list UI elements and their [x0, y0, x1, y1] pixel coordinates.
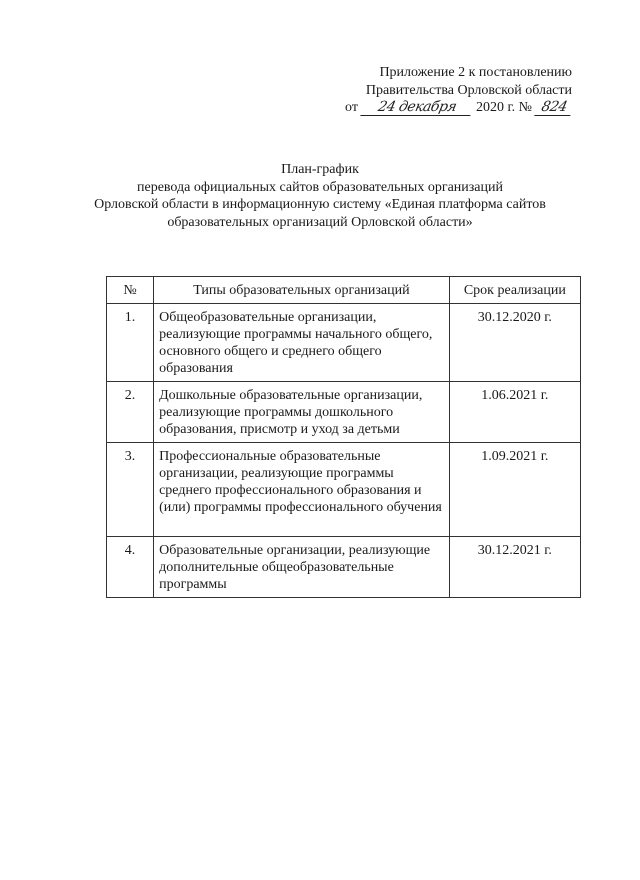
row-org-type: Общеобразовательные организации, реализующие программы начального общего, основного общего и среднего общего образования [154, 304, 450, 382]
row-number: 4. [107, 537, 154, 598]
row-deadline: 30.12.2021 г. [449, 537, 580, 598]
table-row [107, 537, 581, 598]
row-deadline: 1.09.2021 г. [449, 443, 580, 537]
table-row [107, 443, 581, 537]
title-line-3: Орловской области в информационную систему «Единая платформа сайтов [94, 197, 546, 212]
header-org-types: Типы образовательных организаций [154, 277, 450, 304]
row-org-type: Профессиональные образовательные организации, реализующие программы среднего профессионального образования и (или) программы профессионального обучения [154, 443, 450, 537]
table-row [107, 304, 581, 382]
table-header-row [107, 277, 581, 304]
title-line-1: План-график [281, 162, 359, 177]
row-org-type: Образовательные организации, реализующие дополнительные общеобразовательные программы [154, 537, 450, 598]
appendix-header [345, 64, 572, 117]
row-org-type: Дошкольные образовательные организации, реализующие программы дошкольного образования, присмотр и уход за детьми [154, 382, 450, 443]
schedule-table [106, 276, 581, 598]
appendix-date-prefix: от [345, 100, 358, 115]
document-title [0, 161, 640, 231]
row-deadline: 1.06.2021 г. [449, 382, 580, 443]
title-line-2: перевода официальных сайтов образовательных организаций [137, 179, 503, 195]
appendix-line-1: Приложение 2 к постановлению [379, 65, 572, 80]
handwritten-number: 824 [534, 100, 573, 116]
row-number: 3. [107, 443, 154, 537]
appendix-line-2: Правительства Орловской области [365, 82, 572, 98]
row-number: 2. [107, 382, 154, 443]
table-row [107, 382, 581, 443]
title-line-4: образовательных организаций Орловской области» [167, 214, 473, 230]
appendix-year-number-label: 2020 г. № [475, 100, 532, 115]
row-number: 1. [107, 304, 154, 382]
header-deadline: Срок реализации [449, 277, 580, 304]
row-deadline: 30.12.2020 г. [449, 304, 580, 382]
appendix-date-line [345, 99, 572, 117]
header-number: № [107, 277, 154, 304]
handwritten-date: 24 декабря [360, 100, 473, 116]
